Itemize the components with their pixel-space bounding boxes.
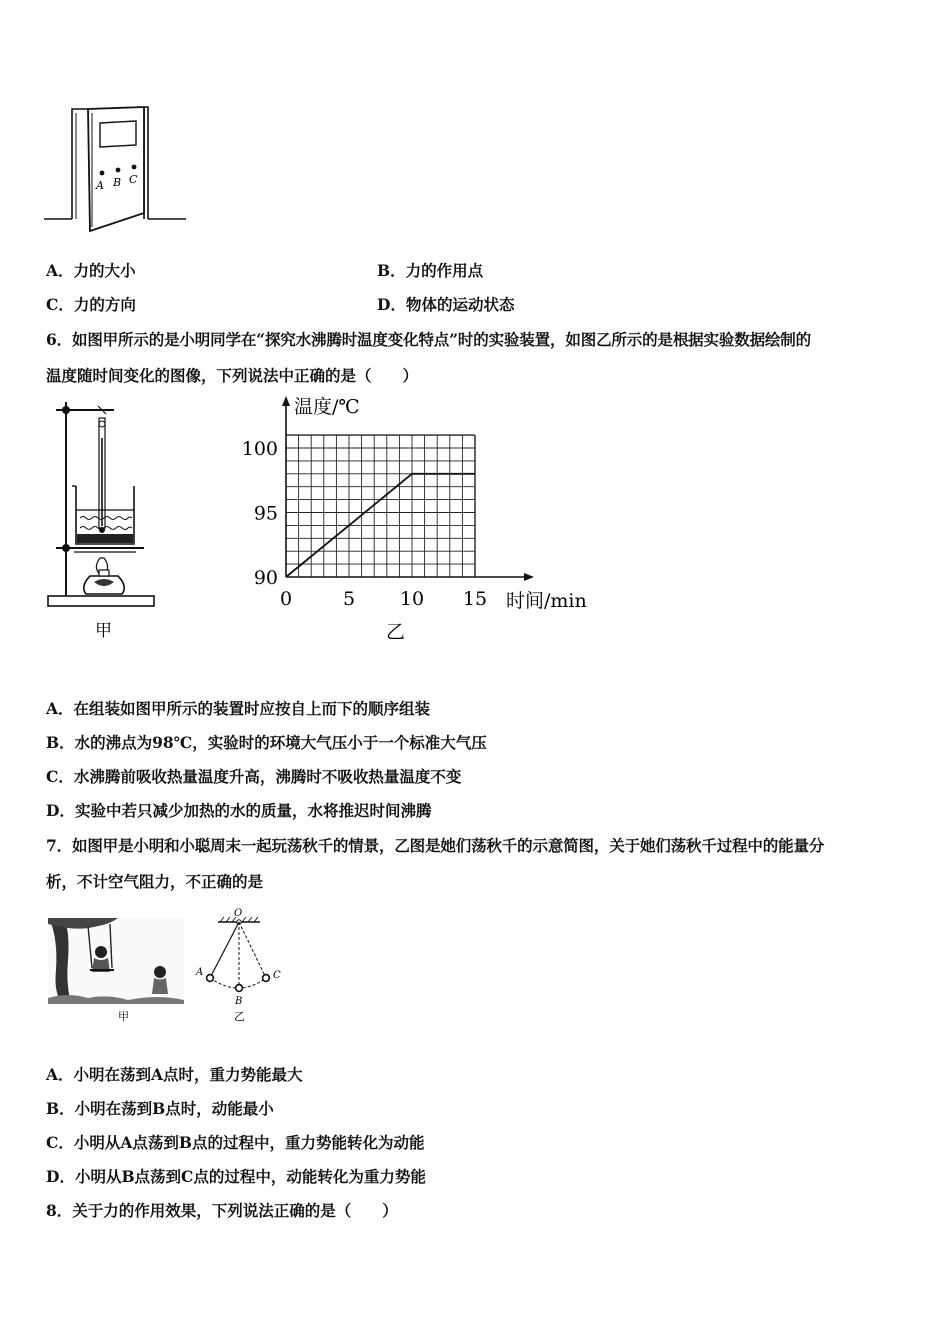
q5-option-c: C．力的方向 bbox=[46, 295, 136, 314]
q6-option-b: B．水的沸点为98℃，实验时的环境大气压小于一个标准大气压 bbox=[46, 733, 487, 752]
q7-option-c: C．小明从A点荡到B点的过程中，重力势能转化为动能 bbox=[46, 1133, 425, 1152]
q7-stem-line1: 7．如图甲是小明和小聪周末一起玩荡秋千的情景，乙图是她们荡秋千的示意简图，关于她们荡秋千过程中的能量分 bbox=[46, 836, 825, 855]
y-tick-label: 90 bbox=[253, 567, 278, 589]
point-label-c: C bbox=[273, 970, 281, 981]
q7-stem-line2: 析，不计空气阻力，不正确的是 bbox=[46, 872, 264, 891]
q5-option-b: B．力的作用点 bbox=[377, 261, 484, 280]
y-axis-arrow bbox=[282, 396, 290, 406]
q7-option-b: B．小明在荡到B点时，动能最小 bbox=[46, 1099, 274, 1118]
y-tick-label: 100 bbox=[241, 438, 278, 460]
q6-option-a: A．在组装如图甲所示的装置时应按自上而下的顺序组装 bbox=[46, 699, 431, 718]
x-axis-title: 时间/min bbox=[506, 590, 587, 612]
door-label-b: B bbox=[113, 176, 122, 189]
door-label-c: C bbox=[129, 173, 138, 186]
pendulum-diagram bbox=[196, 906, 291, 1021]
q6-option-d: D．实验中若只减少加热的水的质量，水将推迟时间沸腾 bbox=[46, 801, 432, 820]
q5-option-a: A．力的大小 bbox=[46, 261, 136, 280]
x-tick-label: 0 bbox=[279, 588, 293, 610]
boiling-apparatus-figure bbox=[44, 398, 159, 643]
swing-photo-figure bbox=[46, 910, 186, 1025]
pendulum-diagram-label: 乙 bbox=[234, 1010, 245, 1023]
chart-label: 乙 bbox=[386, 621, 406, 643]
door-figure bbox=[44, 103, 194, 238]
x-axis-arrow bbox=[524, 573, 534, 581]
x-tick-label: 15 bbox=[462, 588, 488, 610]
q8-stem: 8．关于力的作用效果，下列说法正确的是（ ） bbox=[46, 1201, 398, 1220]
q6-stem-line2: 温度随时间变化的图像，下列说法中正确的是（ ） bbox=[46, 366, 419, 385]
swing-photo-label: 甲 bbox=[118, 1010, 129, 1023]
y-tick-label: 95 bbox=[253, 502, 278, 525]
x-tick-label: 10 bbox=[399, 588, 425, 610]
q7-option-d: D．小明从B点荡到C点的过程中，动能转化为重力势能 bbox=[46, 1167, 426, 1186]
pivot-label-o: O bbox=[234, 908, 243, 919]
door-label-a: A bbox=[96, 179, 104, 192]
point-label-b: B bbox=[235, 996, 243, 1007]
temperature-time-chart bbox=[238, 394, 608, 644]
q6-option-c: C．水沸腾前吸收热量温度升高，沸腾时不吸收热量温度不变 bbox=[46, 767, 462, 786]
y-axis-title: 温度/℃ bbox=[294, 396, 360, 418]
apparatus-label: 甲 bbox=[95, 621, 112, 641]
q6-stem-line1: 6．如图甲所示的是小明同学在“探究水沸腾时温度变化特点”时的实验装置，如图乙所示的是根据实验数据绘制的 bbox=[46, 330, 811, 349]
x-tick-label: 5 bbox=[342, 588, 356, 610]
q7-option-a: A．小明在荡到A点时，重力势能最大 bbox=[46, 1065, 303, 1084]
point-label-a: A bbox=[196, 967, 204, 978]
q5-option-d: D．物体的运动状态 bbox=[377, 295, 515, 314]
